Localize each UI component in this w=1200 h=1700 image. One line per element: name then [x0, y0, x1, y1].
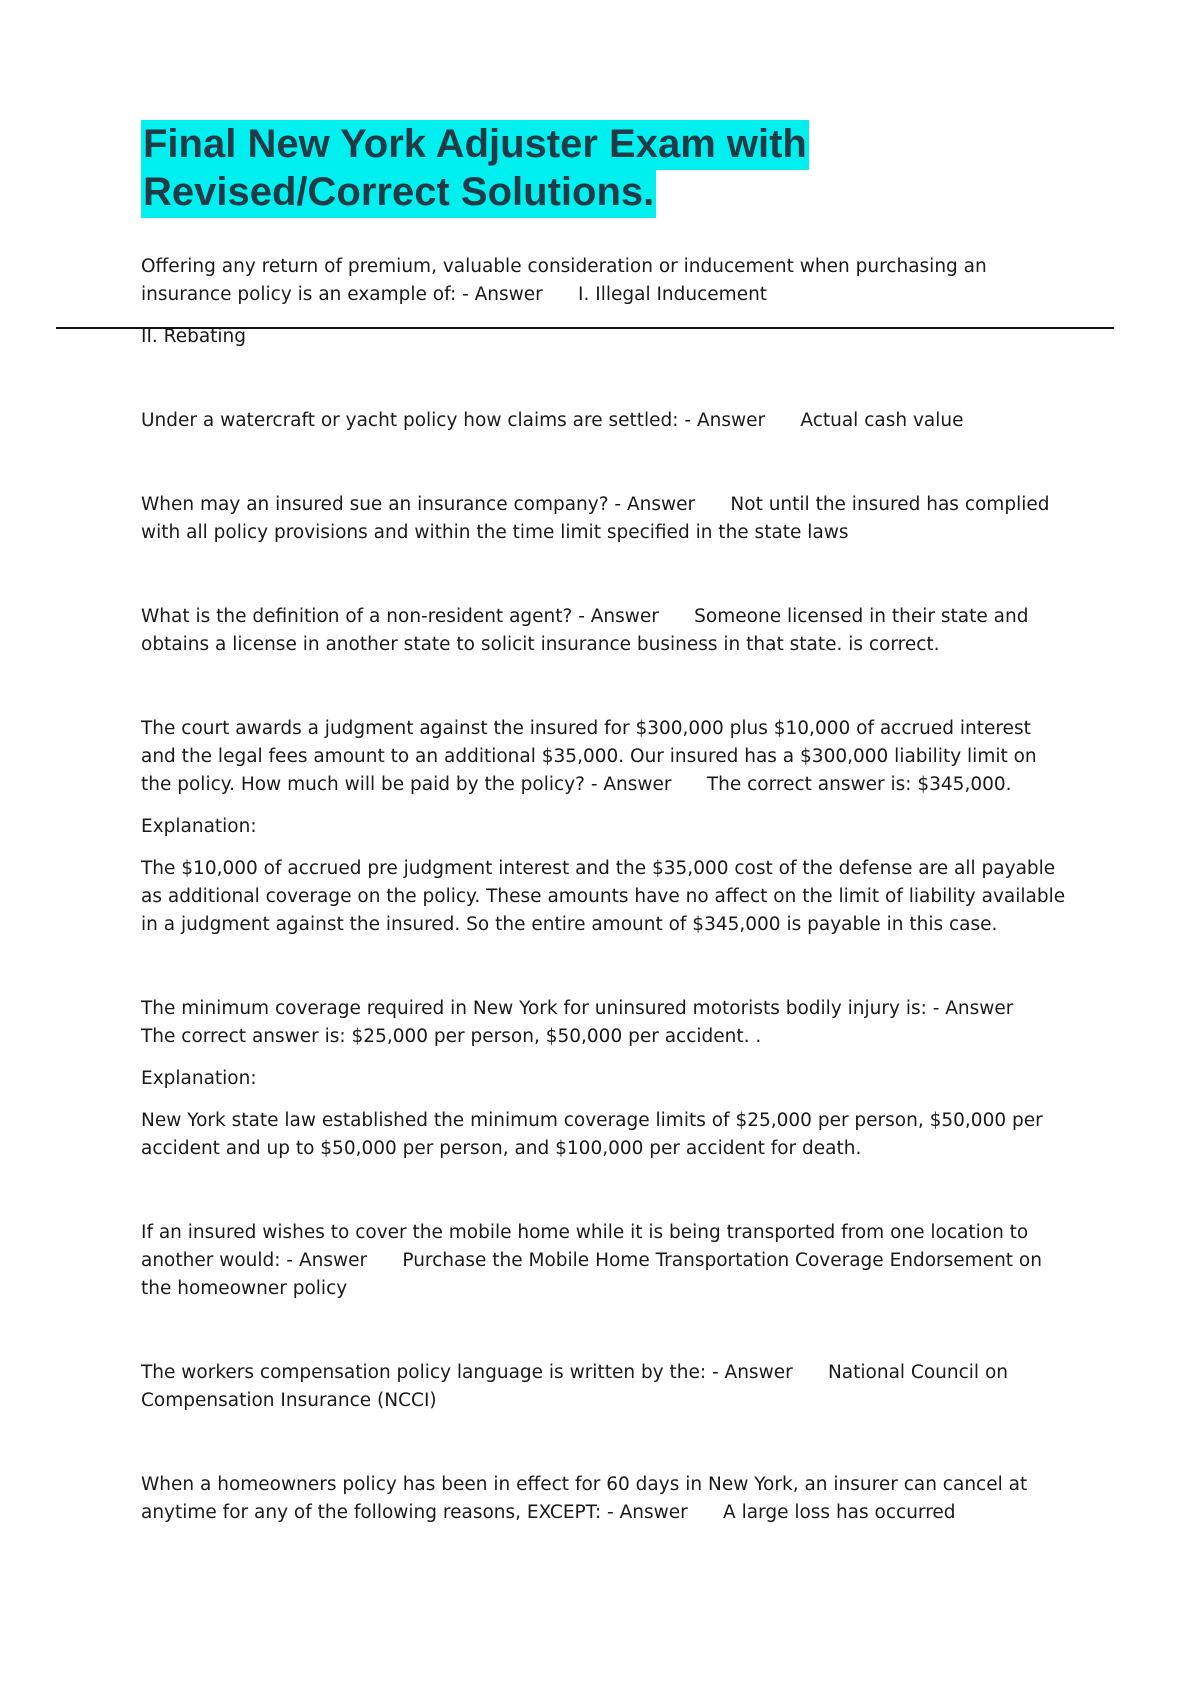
document-title [141, 120, 1041, 216]
qa-item [141, 1471, 1071, 1527]
qa-item [141, 995, 1071, 1163]
question-answer-text: When a homeowners policy has been in effect for 60 days in New York, an insurer can cancel at anytime for any of the following reasons, EXCEPT: - Answer A large loss has occurred [141, 1474, 1034, 1523]
explanation-text: The $10,000 of accrued pre judgment interest and the $35,000 cost of the defense are all payable as additional coverage on the policy. These amounts have no affect on the limit of liability available in a judgment against the insured. So the entire amount of $345,000 is payable in this case. [141, 858, 1072, 935]
qa-item [141, 253, 1071, 351]
question-answer-text: If an insured wishes to cover the mobile home while it is being transported from one location to another would: - Answer Purchase the Mobile Home Transportation Coverage Endorsement on the homeowner policy [141, 1222, 1048, 1299]
question-answer-text: Offering any return of premium, valuable consideration or inducement when purchasing an insurance policy is an example of: - Answer I. Illegal Inducement [141, 256, 993, 305]
qa-item [141, 1219, 1071, 1303]
explanation-label: Explanation: [141, 1068, 257, 1089]
qa-item [141, 603, 1071, 659]
question-answer-text: The workers compensation policy language is written by the: - Answer National Council on Compensation Insurance (NCCI) [141, 1362, 1014, 1411]
qa-item [141, 1359, 1071, 1415]
explanation-label: Explanation: [141, 816, 257, 837]
question-answer-text: The minimum coverage required in New York for uninsured motorists bodily injury is: - Answer The correct answer is: $25,000 per person, $50,000 per accident. . [141, 998, 1049, 1047]
qa-item [141, 491, 1071, 547]
title-highlight: Final New York Adjuster Exam with Revised/Correct Solutions. [141, 120, 809, 218]
qa-item [141, 407, 1071, 435]
qa-item [141, 715, 1071, 939]
question-answer-text: Under a watercraft or yacht policy how claims are settled: - Answer Actual cash value [141, 410, 964, 431]
question-answer-text: What is the definition of a non-resident agent? - Answer Someone licensed in their state and obtains a license in another state to solicit insurance business in that state. is correct. [141, 606, 1035, 655]
answer-continuation-text: II. Rebating [141, 326, 247, 347]
qa-list [141, 253, 1071, 1583]
question-answer-text: When may an insured sue an insurance company? - Answer Not until the insured has complied with all policy provisions and within the time limit specified in the state laws [141, 494, 1056, 543]
explanation-text: New York state law established the minimum coverage limits of $25,000 per person, $50,000 per accident and up to $50,000 per person, and $100,000 per accident for death. [141, 1110, 1049, 1159]
question-answer-text: The court awards a judgment against the insured for $300,000 plus $10,000 of accrued interest and the legal fees amount to an additional $35,000. Our insured has a $300,000 liability limit on the policy. How much will be paid by the policy? - Answer The correct answer is: $345,000. [141, 718, 1043, 795]
